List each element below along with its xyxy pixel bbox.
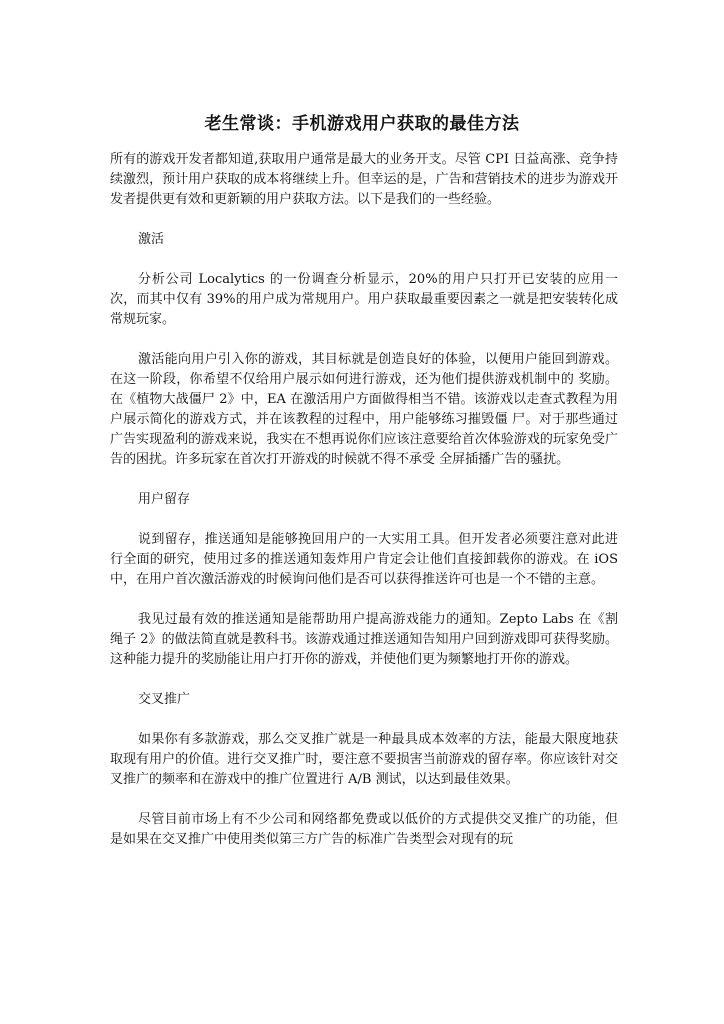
cross-promotion-paragraph-1: 如果你有多款游戏，那么交叉推广就是一种最具成本效率的方法，能最大限度地获取现有用户的价值。进行交叉推广时，要注意不要损害当前游戏的留存率。你应该针对交叉推广的频率和在游戏中的推广位置进行 A/B 测试，以达到最佳效果。 (110, 732, 618, 787)
retention-paragraph-2: 我见过最有效的推送通知是能帮助用户提高游戏能力的通知。Zepto Labs 在《割绳子 2》的做法简直就是教科书。该游戏通过推送通知告知用户回到游戏即可获得奖励。这种能力提升的奖励能让用户打开你的游戏，并使他们更为频繁地打开你的游戏。 (110, 612, 618, 667)
activation-paragraph-2: 激活能向用户引入你的游戏，其目标就是创造良好的体验，以便用户能回到游戏。在这一阶段，你希望不仅给用户展示如何进行游戏，还为他们提供游戏机制中的 奖励。在《植物大战僵尸 2》中，EA 在激活用户方面做得相当不错。该游戏以走查式教程为用户展示简化的游戏方式，并在该教程的过程中，用户能够练习摧毁僵 尸。对于那些通过广告实现盈利的游戏来说，我实在不想再说你们应该注意要给首次体验游戏的玩家免受广告的困扰。许多玩家在首次打开游戏的时候就不得不承受 全屏插播广告的骚扰。 (110, 352, 618, 467)
document-body (110, 150, 618, 870)
page-title: 老生常谈：手机游戏用户获取的最佳方法 (204, 114, 520, 134)
intro-paragraph: 所有的游戏开发者都知道,获取用户通常是最大的业务开支。尽管 CPI 日益高涨、竞争持续激烈，预计用户获取的成本将继续上升。但幸运的是，广告和营销技术的进步为游戏开发者提供更有效和更新颖的用户获取方法。以下是我们的一些经验。 (110, 152, 618, 207)
activation-paragraph-1: 分析公司 Localytics 的一份调查分析显示，20%的用户只打开已安装的应用一次，而其中仅有 39%的用户成为常规用户。用户获取最重要因素之一就是把安装转化成常规玩家。 (110, 272, 618, 327)
section-heading-retention: 用户留存 (138, 492, 191, 507)
cross-promotion-paragraph-2: 尽管目前市场上有不少公司和网络都免费或以低价的方式提供交叉推广的功能，但是如果在交叉推广中使用类似第三方广告的标准广告类型会对现有的玩 (110, 812, 618, 847)
retention-paragraph-1: 说到留存，推送通知是能够挽回用户的一大实用工具。但开发者必须要注意对此进行全面的研究，使用过多的推送通知轰炸用户肯定会让他们直接卸载你的游戏。在 iOS 中，在用户首次激活游戏的时候询问他们是否可以获得推送许可也是一个不错的主意。 (110, 532, 618, 587)
section-heading-activation: 激活 (138, 232, 165, 247)
section-heading-cross-promotion: 交叉推广 (138, 692, 191, 707)
